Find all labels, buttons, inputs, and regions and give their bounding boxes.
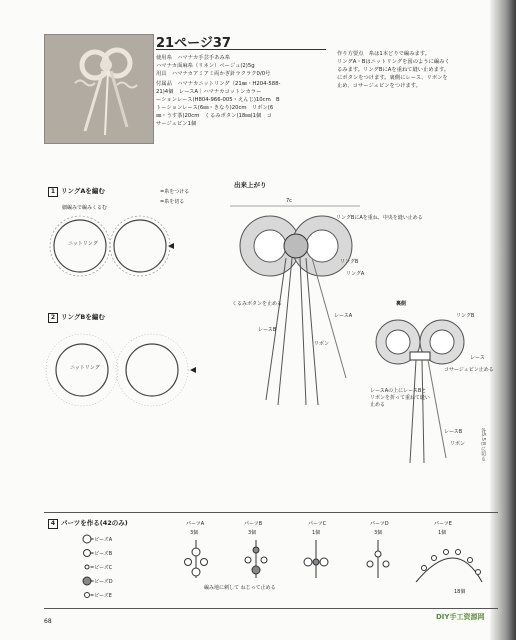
finished-label-ring-b: リングB xyxy=(340,259,359,265)
back-label-ring-b: リングB xyxy=(456,313,475,319)
bead-legend-e: =ビーズE xyxy=(90,593,112,599)
back-label-lace-b: レースB xyxy=(444,429,463,435)
part-e-count: 1個 xyxy=(438,530,447,536)
finished-width: 7c xyxy=(286,198,292,204)
materials-line-3: 用具 ハマナカアミアミ両かぎ針ラクラク0/0号 xyxy=(156,71,271,77)
step-1-title: リングAを編む xyxy=(61,187,105,195)
part-d-count: 3個 xyxy=(374,530,383,536)
finished-label-lace-a: レースA xyxy=(334,313,353,319)
step-2-ring-label: ニットリング xyxy=(70,365,100,371)
finished-label-overlap: リングBにAを重ね、中央を縫い止める xyxy=(336,215,423,221)
bead-legend-d: =ビーズD xyxy=(90,579,113,585)
method-line-3: にボタンをつけます。裏側にレース、リボンを xyxy=(337,75,448,81)
materials-line-2: ハマナカ面麻糸（リネン）ベージュ(2)5g xyxy=(156,63,255,69)
section-4-bottom-divider xyxy=(44,608,498,609)
step-4-title: パーツを作る xyxy=(61,519,100,527)
part-a-name: パーツA xyxy=(186,521,205,527)
back-label-lace: レース xyxy=(470,355,485,361)
method-line-2: るみます。リングBにAを重ねて縫い止めます。 xyxy=(337,67,450,73)
materials-line-7: トーションレース(6㎜・きなり)20cm リボン(6 xyxy=(156,105,274,111)
step-2-heading xyxy=(48,312,105,323)
back-label-pin: コサージュピン止める xyxy=(444,367,494,373)
part-e-bead-count: 18個 xyxy=(454,589,466,595)
book-spine-shadow xyxy=(490,0,516,640)
materials-line-1: 使用糸 ハマナカ手芸手あみ糸 xyxy=(156,55,231,61)
materials-line-8: ㎜・うす茶)20cm くるみボタン(18㎜)1個 コ xyxy=(156,113,272,119)
materials-line-9: サージュピン1個 xyxy=(156,121,197,127)
step-1-note: 細編みで編みくるむ xyxy=(62,205,108,211)
back-label-layer: レースAの上にレースBとリボンを折って重ねて縫い止める xyxy=(370,388,430,408)
part-b-name: パーツB xyxy=(244,521,263,527)
step-4-count: (42のみ) xyxy=(99,519,128,527)
step-1-heading xyxy=(48,186,105,197)
step-4-number: 4 xyxy=(48,519,58,529)
ring-a-diagram xyxy=(40,206,180,286)
part-c-count: 1個 xyxy=(312,530,321,536)
legend-attach-yarn: =糸をつける xyxy=(160,189,190,195)
materials-line-6: ーションレース(H804-966-005・えんじ)10cm B xyxy=(156,97,280,103)
bead-parts-diagram xyxy=(176,538,486,606)
step-2-number: 2 xyxy=(48,313,58,323)
materials-line-4: 付属品 ハマナカニットリング（21㎜・H204-588- xyxy=(156,81,281,87)
product-photo xyxy=(44,34,154,144)
step-2-title: リングBを編む xyxy=(61,313,105,321)
method-heading: 作り方要点 糸は1本どりで編みます。 xyxy=(337,51,430,57)
finished-title: 出来上がり xyxy=(234,181,267,189)
bead-legend-c: =ビーズC xyxy=(90,565,113,571)
bead-legend-b: =ビーズB xyxy=(90,551,113,557)
step-1-number: 1 xyxy=(48,187,58,197)
title-divider xyxy=(156,49,326,50)
method-line-1: リングA・Bはニットリングを図のように編みく xyxy=(337,59,450,65)
part-e-name: パーツE xyxy=(434,521,452,527)
back-title: 裏側 xyxy=(396,301,407,307)
bead-legend-a: =ビーズA xyxy=(90,537,113,543)
step-4-heading xyxy=(48,518,128,529)
part-a-count: 3個 xyxy=(190,530,199,536)
step-4-note: 編み地に刺して ねじって止める xyxy=(204,585,276,591)
part-d-name: パーツD xyxy=(370,521,389,527)
page-title: 21ページ37 xyxy=(156,36,231,51)
method-line-4: 止め、コサージュピンをつけます。 xyxy=(337,83,421,89)
legend-cut-yarn: =糸を切る xyxy=(160,199,185,205)
materials-line-5: 21)4個 レースA｜ハマナカコットンカラー xyxy=(156,89,262,95)
back-label-ribbon: リボン xyxy=(450,441,466,447)
part-b-count: 3個 xyxy=(248,530,257,536)
step-1-ring-label: ニットリング xyxy=(68,241,98,247)
finished-label-button: くるみボタンを止める xyxy=(232,301,283,307)
watermark: DIY手工资源网 xyxy=(436,613,485,621)
finished-label-lace-b: レースB xyxy=(258,327,277,333)
part-c-name: パーツC xyxy=(308,521,327,527)
back-side-note: 各5.5㎝に切る xyxy=(480,428,486,461)
ring-b-diagram xyxy=(40,328,200,412)
finished-label-ring-a: リングA xyxy=(346,271,365,277)
finished-label-ribbon: リボン xyxy=(314,341,330,347)
section-4-top-divider xyxy=(44,512,498,513)
page-number: 68 xyxy=(44,618,52,625)
